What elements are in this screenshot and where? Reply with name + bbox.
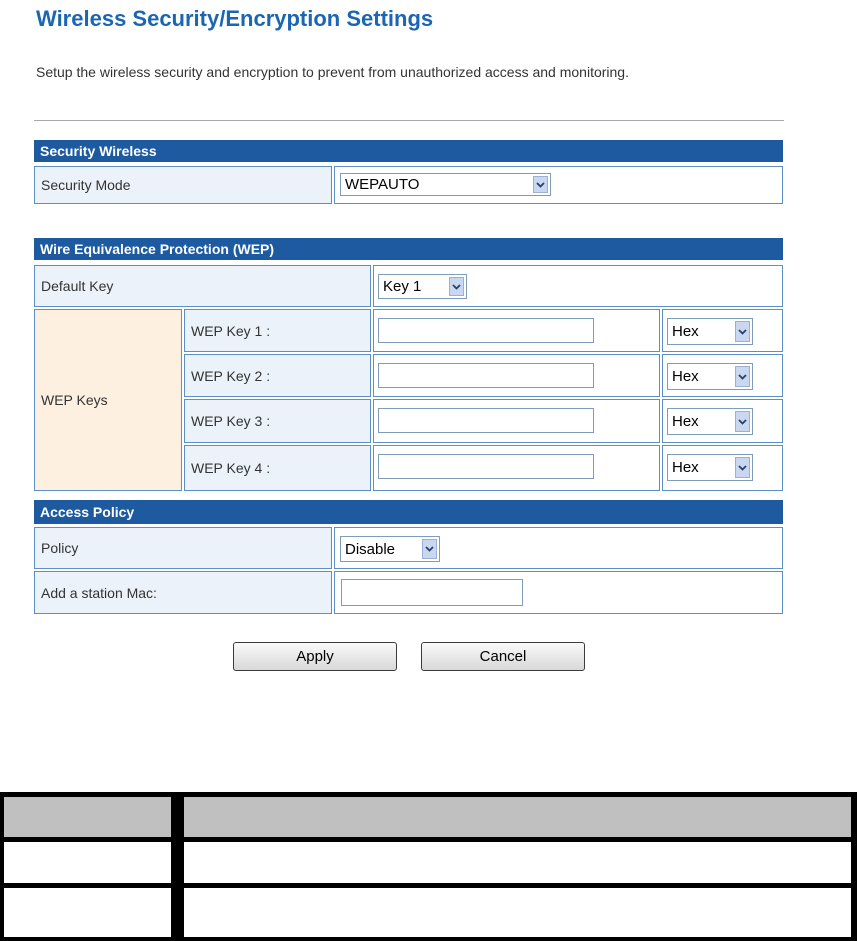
section-header-security-wireless: Security Wireless <box>34 140 783 162</box>
chevron-down-icon[interactable] <box>735 457 750 478</box>
empty-table <box>0 792 857 941</box>
default-key-label-text: Default Key <box>41 278 114 294</box>
table-row-2-cell-1 <box>4 888 171 937</box>
wep-key-4-format-select[interactable] <box>667 454 753 481</box>
wep-key-3-label-text: WEP Key 3 : <box>191 413 271 429</box>
wep-key-4-label <box>184 445 371 491</box>
wep-key-3-format-value: Hex <box>672 413 699 430</box>
station-mac-label-text: Add a station Mac: <box>41 584 157 601</box>
default-key-select[interactable] <box>378 274 467 299</box>
security-mode-label-text: Security Mode <box>41 177 131 193</box>
chevron-down-icon[interactable] <box>735 411 750 432</box>
section-header-wep: Wire Equivalence Protection (WEP) <box>34 238 783 260</box>
wep-key-4-label-text: WEP Key 4 : <box>191 460 271 476</box>
station-mac-label <box>34 571 332 614</box>
policy-label-text: Policy <box>41 540 79 556</box>
wep-key-2-label <box>184 354 371 397</box>
wep-keys-label <box>34 309 182 491</box>
divider <box>34 120 784 121</box>
default-key-label <box>34 265 371 307</box>
wep-key-3-input[interactable] <box>378 408 594 433</box>
wep-key-2-format-value: Hex <box>672 368 699 385</box>
security-mode-select-value: WEPAUTO <box>345 176 420 193</box>
wep-key-4-format-value: Hex <box>672 459 699 476</box>
page-title: Wireless Security/Encryption Settings <box>36 6 434 31</box>
wep-key-2-format-select[interactable] <box>667 363 753 390</box>
chevron-down-icon[interactable] <box>449 277 464 296</box>
station-mac-input[interactable] <box>341 579 523 606</box>
security-mode-select[interactable] <box>340 173 551 196</box>
apply-button[interactable]: Apply <box>233 642 397 671</box>
page-description: Setup the wireless security and encryption to prevent from unauthorized access and monitoring. <box>36 64 629 80</box>
policy-select-value: Disable <box>345 540 396 558</box>
wep-keys-label-text: WEP Keys <box>41 392 108 408</box>
wep-key-1-format-value: Hex <box>672 323 699 340</box>
wep-key-1-input[interactable] <box>378 318 594 343</box>
wep-key-1-format-select[interactable] <box>667 318 753 345</box>
chevron-down-icon[interactable] <box>422 539 437 559</box>
wep-key-3-format-select[interactable] <box>667 408 753 435</box>
table-row-1-cell-2 <box>184 842 851 883</box>
wep-key-2-input[interactable] <box>378 363 594 388</box>
table-row-2-cell-2 <box>184 888 851 937</box>
chevron-down-icon[interactable] <box>533 176 548 193</box>
chevron-down-icon[interactable] <box>735 366 750 387</box>
security-mode-label <box>34 166 332 204</box>
wep-key-3-label <box>184 399 371 443</box>
wep-key-2-label-text: WEP Key 2 : <box>191 367 271 384</box>
chevron-down-icon[interactable] <box>735 321 750 342</box>
default-key-select-value: Key 1 <box>383 278 422 295</box>
section-header-access-policy: Access Policy <box>34 500 783 524</box>
policy-select[interactable] <box>340 536 440 562</box>
wep-key-1-label-text: WEP Key 1 : <box>191 322 271 339</box>
table-header-cell-1 <box>4 797 171 837</box>
wep-key-4-input[interactable] <box>378 454 594 479</box>
table-header-cell-2 <box>184 797 851 837</box>
wep-key-1-label <box>184 309 371 352</box>
policy-label <box>34 527 332 569</box>
table-row-1-cell-1 <box>4 842 171 883</box>
cancel-button[interactable]: Cancel <box>421 642 585 671</box>
